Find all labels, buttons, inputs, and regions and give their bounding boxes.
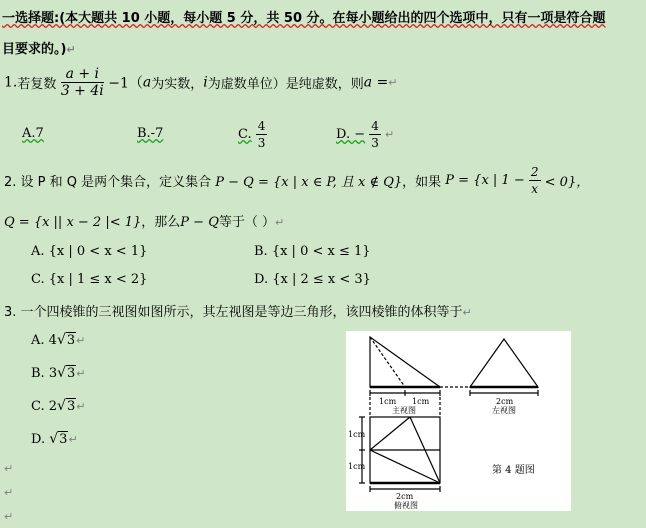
q3-option-c: C. 2√3↵ xyxy=(31,398,86,414)
top-dim-lower: 1cm xyxy=(348,462,366,471)
q1-option-c: C. $\frac{4}{3}$ xyxy=(238,119,266,150)
side-view-shape xyxy=(470,339,538,387)
front-dim-right: 1cm xyxy=(412,397,430,406)
q3-option-a: A. 4√3↵ xyxy=(31,332,86,348)
top-dim-bottom: 2cm xyxy=(396,492,414,501)
paragraph-mark-icon: ↵ xyxy=(4,486,14,499)
q2-option-a: A. {x | 0 < x < 1} xyxy=(31,244,148,259)
paragraph-mark-icon: ↵ xyxy=(66,43,76,56)
q1-option-a: A.7 xyxy=(22,126,44,141)
side-caption: 左视图 xyxy=(492,406,516,415)
q1-option-b: B.-7 xyxy=(137,126,164,141)
three-view-drawing xyxy=(346,331,571,511)
front-caption: 主视图 xyxy=(392,406,416,415)
three-view-figure xyxy=(346,331,571,511)
paragraph-mark-icon: ↵ xyxy=(4,462,14,475)
side-dim: 2cm xyxy=(496,397,514,406)
question-2-line2: Q = {x || x − 2 |< 1}，那么P − Q等于（ ）↵ xyxy=(4,215,285,230)
section-title-line2: 目要求的。)↵ xyxy=(2,42,76,57)
q2-option-b: B. {x | 0 < x ≤ 1} xyxy=(254,244,371,259)
q2-option-d: D. {x | 2 ≤ x < 3} xyxy=(254,272,371,287)
q3-option-d: D. √3↵ xyxy=(31,431,78,447)
q2-option-c: C. {x | 1 ≤ x < 2} xyxy=(31,272,148,287)
paragraph-mark-icon: ↵ xyxy=(4,510,14,523)
top-dim-upper: 1cm xyxy=(348,430,366,439)
figure-label: 第 4 题图 xyxy=(492,465,535,476)
q3-option-b: B. 3√3↵ xyxy=(31,365,86,381)
front-view-shape xyxy=(370,337,440,387)
section-title-line1: 一选择题:(本大题共 10 小题，每小题 5 分，共 50 分。在每小题给出的四个选项中，只有一项是符合题 xyxy=(2,11,606,26)
front-dim-left: 1cm xyxy=(379,397,397,406)
top-caption: 俯视图 xyxy=(394,501,418,510)
question-2-line1: 2. 设 P 和 Q 是两个集合，定义集合 P − Q = {x | x ∈ P, 且 x ∉ Q}，如果 P = {x | 1 − $\frac{2}{x}$ < 0}， xyxy=(4,165,590,196)
question-1-stem: 1.若复数 $\frac{a + i}{3 + 4i}$ −1（a为实数，i为虚数单位）是纯虚数，则a =↵ xyxy=(4,66,398,99)
question-3-stem: 3. 一个四棱锥的三视图如图所示，其左视图是等边三角形，该四棱锥的体积等于↵ xyxy=(4,305,472,320)
question-1-options xyxy=(22,118,422,154)
q1-option-d: D. − $\frac{4}{3}$ ↵ xyxy=(336,119,395,150)
q1-fraction: $\frac{a + i}{3 + 4i}$ xyxy=(60,66,104,99)
